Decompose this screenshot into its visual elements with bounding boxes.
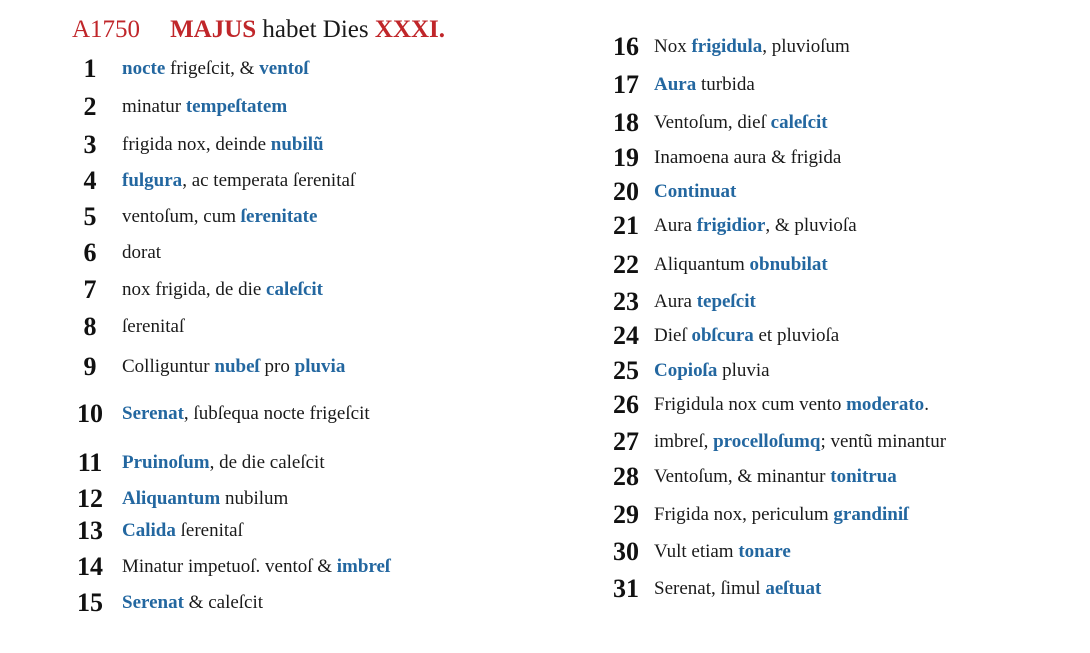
plain-text: Vult etiam xyxy=(654,541,739,562)
day-number: 31 xyxy=(613,574,639,603)
plain-text: imbreſ, xyxy=(654,431,714,452)
weather-note xyxy=(122,58,309,80)
day-number: 24 xyxy=(613,321,639,350)
day-number: 12 xyxy=(77,484,103,513)
plain-text: nubilum xyxy=(220,488,289,509)
day-number: 15 xyxy=(77,588,103,617)
highlighted-word: Pruinoſum xyxy=(122,452,210,473)
highlighted-word: caleſcit xyxy=(266,279,324,300)
title-middle: habet Dies xyxy=(256,16,375,43)
highlighted-word: tempeſtatem xyxy=(185,96,288,117)
day-number: 29 xyxy=(613,500,639,529)
weather-note xyxy=(654,504,908,526)
day-number: 25 xyxy=(613,356,639,385)
title-month: MAJUS xyxy=(170,16,257,43)
highlighted-word: nubeſ xyxy=(214,356,260,377)
weather-note xyxy=(654,291,756,313)
day-number: 13 xyxy=(77,516,103,545)
plain-text: Ventoſum, dieſ xyxy=(654,112,771,133)
highlighted-word: grandiniſ xyxy=(833,504,909,525)
day-number: 22 xyxy=(613,250,639,279)
day-number: 2 xyxy=(83,92,97,121)
plain-text: frigeſcit, & xyxy=(165,58,260,79)
plain-text: & caleſcit xyxy=(183,592,264,613)
day-number: 6 xyxy=(83,238,97,267)
highlighted-word: procelloſumq xyxy=(713,431,821,452)
day-number: 14 xyxy=(77,552,103,581)
title-day-count: XXXI. xyxy=(374,16,446,43)
highlighted-word: nubilũ xyxy=(270,134,324,155)
day-number: 16 xyxy=(613,32,639,61)
day-number: 10 xyxy=(77,399,103,428)
weather-note xyxy=(122,242,161,264)
weather-note xyxy=(654,360,770,382)
plain-text: Aliquantum xyxy=(654,254,750,275)
plain-text: ventoſum, cum xyxy=(122,206,241,227)
weather-note xyxy=(122,206,317,228)
day-number: 18 xyxy=(613,108,639,137)
weather-note xyxy=(654,578,821,600)
highlighted-word: moderato xyxy=(846,394,925,415)
day-number: 20 xyxy=(613,177,639,206)
plain-text: nox frigida, de die xyxy=(122,279,267,300)
highlighted-word: Serenat xyxy=(122,403,184,424)
plain-text: Frigidula nox cum vento xyxy=(654,394,847,415)
plain-text: Aura xyxy=(654,291,697,312)
day-number: 7 xyxy=(83,275,97,304)
day-number: 28 xyxy=(613,462,639,491)
weather-note xyxy=(122,556,390,578)
weather-note xyxy=(122,592,263,614)
page-title xyxy=(72,16,445,44)
highlighted-word: tonitrua xyxy=(830,466,897,487)
plain-text: Minatur impetuoſ. ventoſ & xyxy=(122,556,337,577)
plain-text: et pluvioſa xyxy=(753,325,840,346)
plain-text: dorat xyxy=(122,242,162,263)
weather-note xyxy=(654,147,841,169)
day-number: 23 xyxy=(613,287,639,316)
plain-text: Serenat, ſimul xyxy=(654,578,766,599)
weather-note xyxy=(122,170,355,192)
plain-text: Inamoena aura & frigida xyxy=(654,147,842,168)
highlighted-word: ſerenitate xyxy=(240,206,318,227)
plain-text: pluvia xyxy=(717,360,770,381)
highlighted-word: pluvia xyxy=(294,356,346,377)
day-number: 3 xyxy=(83,130,97,159)
highlighted-word: Aura xyxy=(654,74,697,95)
plain-text: Colliguntur xyxy=(122,356,215,377)
plain-text: , de die caleſcit xyxy=(209,452,325,473)
highlighted-word: Calida xyxy=(122,520,176,541)
weather-note xyxy=(654,431,946,453)
highlighted-word: tonare xyxy=(738,541,791,562)
weather-note xyxy=(122,356,345,378)
day-number: 5 xyxy=(83,202,97,231)
plain-text: , pluvioſum xyxy=(762,36,850,57)
weather-note xyxy=(122,316,184,338)
highlighted-word: frigidula xyxy=(691,36,763,57)
plain-text: Dieſ xyxy=(654,325,692,346)
weather-note xyxy=(122,520,243,542)
weather-note xyxy=(122,488,288,510)
weather-note xyxy=(654,36,850,58)
highlighted-word: nocte xyxy=(122,58,166,79)
day-number: 21 xyxy=(613,211,639,240)
highlighted-word: Continuat xyxy=(654,181,737,202)
day-number: 9 xyxy=(83,352,97,381)
weather-note xyxy=(654,112,828,134)
highlighted-word: Aliquantum xyxy=(122,488,221,509)
plain-text: , ac temperata ſerenitaſ xyxy=(182,170,356,191)
plain-text: Aura xyxy=(654,215,697,236)
day-number: 11 xyxy=(77,448,103,477)
plain-text: ſerenitaſ xyxy=(175,520,243,541)
weather-note xyxy=(122,96,287,118)
weather-note xyxy=(654,541,791,563)
highlighted-word: aeſtuat xyxy=(765,578,822,599)
plain-text: pro xyxy=(259,356,295,377)
weather-note xyxy=(654,394,929,416)
weather-note xyxy=(122,403,370,425)
plain-text: Ventoſum, & minantur xyxy=(654,466,831,487)
weather-note xyxy=(654,215,857,237)
day-number: 4 xyxy=(83,166,97,195)
day-number: 17 xyxy=(613,70,639,99)
highlighted-word: fulgura xyxy=(122,170,183,191)
day-number: 8 xyxy=(83,312,97,341)
weather-note xyxy=(654,466,897,488)
plain-text: frigida nox, deinde xyxy=(122,134,271,155)
plain-text: , & pluvioſa xyxy=(765,215,857,236)
weather-note xyxy=(654,254,828,276)
weather-note xyxy=(122,452,325,474)
highlighted-word: Copioſa xyxy=(654,360,718,381)
plain-text: Nox xyxy=(654,36,692,57)
day-number: 19 xyxy=(613,143,639,172)
weather-note xyxy=(122,134,324,156)
weather-note xyxy=(654,325,839,347)
highlighted-word: ventoſ xyxy=(259,58,309,79)
highlighted-word: obſcura xyxy=(691,325,754,346)
weather-note xyxy=(654,181,736,203)
plain-text: Frigida nox, periculum xyxy=(654,504,834,525)
highlighted-word: obnubilat xyxy=(749,254,828,275)
title-year: A1750 xyxy=(72,16,141,43)
day-number: 1 xyxy=(83,54,97,83)
highlighted-word: Serenat xyxy=(122,592,184,613)
day-number: 27 xyxy=(613,427,639,456)
plain-text: turbida xyxy=(696,74,755,95)
day-number: 30 xyxy=(613,537,639,566)
day-number: 26 xyxy=(613,390,639,419)
highlighted-word: tepeſcit xyxy=(696,291,756,312)
highlighted-word: frigidior xyxy=(696,215,766,236)
weather-note xyxy=(122,279,323,301)
highlighted-word: imbreſ xyxy=(336,556,391,577)
plain-text: , ſubſequa nocte frigeſcit xyxy=(183,403,370,424)
plain-text: . xyxy=(924,394,929,415)
plain-text: minatur xyxy=(122,96,186,117)
plain-text: ; ventũ minantur xyxy=(820,431,947,452)
plain-text: ſerenitaſ xyxy=(122,316,185,337)
weather-note xyxy=(654,74,755,96)
highlighted-word: caleſcit xyxy=(770,112,828,133)
